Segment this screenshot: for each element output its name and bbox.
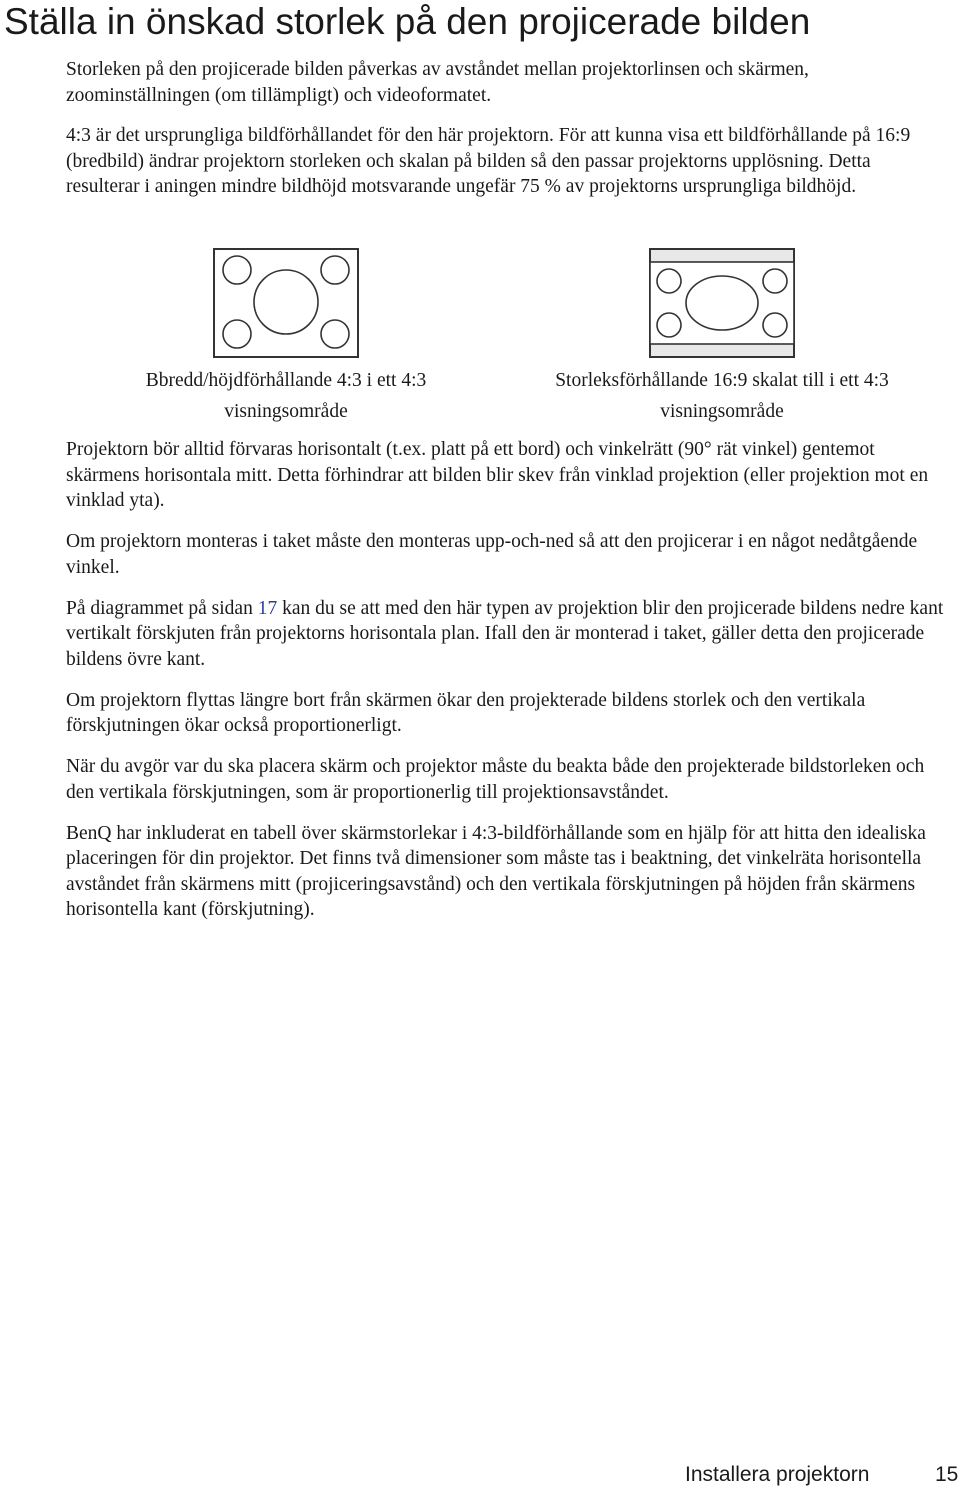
corner-circle xyxy=(763,313,787,337)
body-paragraph: BenQ har inkluderat en tabell över skärmstorlekar i 4:3-bildförhållande som en hjälp för att hitta den idealiska placeringen för din projektor. Det finns två dimensioner som måste tas i beaktning, det vinkelräta horisontella avståndet från skärmens mitt (projiceringsavstånd) och den vertikala förskjutningen på höjden från skärmens horisontella kant (förskjutning). xyxy=(66,822,926,920)
corner-circle xyxy=(763,269,787,293)
corner-circle xyxy=(657,313,681,337)
corner-circle xyxy=(657,269,681,293)
caption-line: Bbredd/höjdförhållande 4:3 i ett 4:3 xyxy=(145,370,427,391)
figure-4-3 xyxy=(96,248,476,427)
corner-circle xyxy=(223,320,251,348)
figure-16-9 xyxy=(512,248,932,427)
paragraph-text: kan du se att med den här typen av projektion blir den projicerade bildens nedre kant vertikalt förskjuten från projektorns horisontala plan. Ifall den är monterad i taket, gäller detta den projicerade bildens övre kant. xyxy=(66,597,944,670)
paragraph-text: På diagrammet på sidan xyxy=(66,597,258,619)
corner-circle xyxy=(321,256,349,284)
center-ellipse xyxy=(686,276,758,330)
aspect-ratio-figures xyxy=(0,248,960,423)
body-paragraph-with-page-ref xyxy=(66,596,946,673)
body-paragraph: Om projektorn monteras i taket måste den monteras upp-och-ned så att den projicerar i en något nedåtgående vinkel. xyxy=(66,531,918,578)
body-section xyxy=(66,437,946,923)
corner-circle xyxy=(223,256,251,284)
page-title: Ställa in önskad storlek på den projicerade bilden xyxy=(4,1,811,42)
caption-line: Storleksförhållande 16:9 skalat till i ett 4:3 xyxy=(555,370,889,391)
aspect-4-3-illustration xyxy=(213,248,359,358)
intro-section xyxy=(66,57,946,200)
intro-paragraph: 4:3 är det ursprungliga bildförhållandet för den här projektorn. För att kunna visa ett bildförhållande på 16:9 (bredbild) ändrar projektorn storleken och skalan på bilden så den passar projektorns upplösning. Detta resulterar i aningen mindre bildhöjd motsvarande ungefär 75 % av projektorns ursprungliga bildhöjd. xyxy=(66,125,911,197)
aspect-16-9-illustration xyxy=(649,248,795,358)
body-paragraph: Om projektorn flyttas längre bort från skärmen ökar den projekterade bildens storlek och den vertikala förskjutningen ökar också proportionerligt. xyxy=(66,689,866,736)
page-reference-link[interactable]: 17 xyxy=(257,597,278,619)
footer-page-number: 15 xyxy=(935,1463,959,1486)
footer-section-title: Installera projektorn xyxy=(685,1463,870,1486)
body-paragraph: Projektorn bör alltid förvaras horisontalt (t.ex. platt på ett bord) och vinkelrätt (90° rät vinkel) gentemot skärmens horisontala mitt. Detta förhindrar att bilden blir skev från vinklad projektion (eller projektion mot en vinklad yta). xyxy=(66,439,929,511)
body-paragraph: När du avgör var du ska placera skärm och projektor måste du beakta både den projekterade bildstorleken och den vertikala förskjutningen, som är proportionerlig till projektionsavståndet. xyxy=(66,756,925,803)
caption-line: visningsområde xyxy=(224,401,348,422)
figure-caption xyxy=(96,365,476,427)
intro-paragraph: Storleken på den projicerade bilden påverkas av avståndet mellan projektorlinsen och skärmen, zoominställningen (om tillämpligt) och videoformatet. xyxy=(66,59,809,106)
center-circle xyxy=(254,270,318,334)
figure-caption xyxy=(512,365,932,427)
corner-circle xyxy=(321,320,349,348)
caption-line: visningsområde xyxy=(660,401,784,422)
